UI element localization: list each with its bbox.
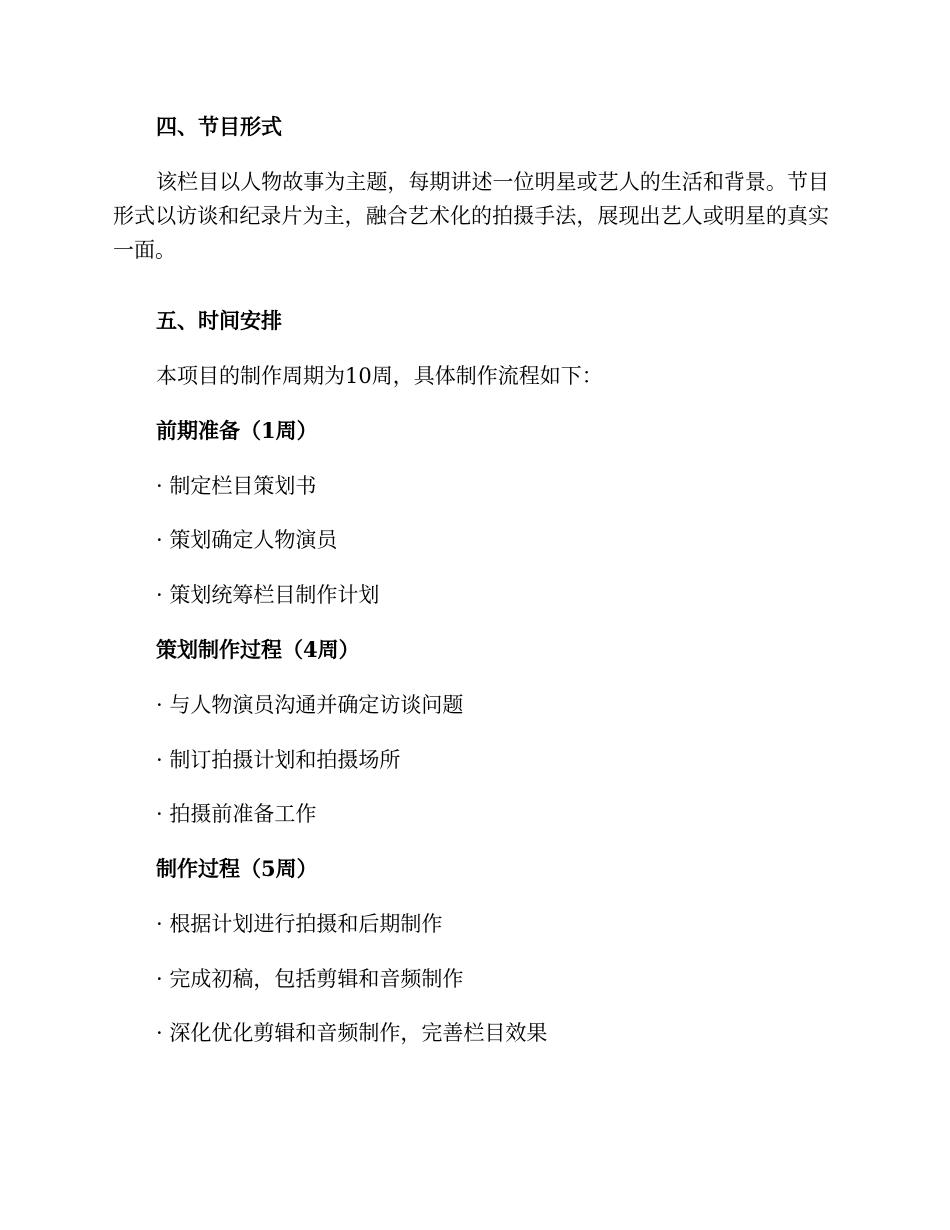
phase-title-planning-production: 策划制作过程（4周） [156, 637, 360, 662]
section-heading-program-format: 四、节目形式 [156, 114, 282, 139]
list-item: · 拍摄前准备工作 [156, 802, 317, 826]
program-format-paragraph: 该栏目以人物故事为主题，每期讲述一位明星或艺人的生活和背景。节目形式以访谈和纪录片为主，融合艺术化的拍摄手法，展现出艺人或明星的真实一面。 [113, 170, 829, 262]
list-item: · 策划确定人物演员 [156, 528, 338, 552]
schedule-intro: 本项目的制作周期为10周，具体制作流程如下： [156, 364, 603, 388]
section-heading-schedule: 五、时间安排 [156, 308, 282, 333]
list-item: · 制定栏目策划书 [156, 474, 317, 498]
list-item: · 策划统筹栏目制作计划 [156, 583, 380, 607]
list-item: · 深化优化剪辑和音频制作，完善栏目效果 [156, 1021, 548, 1045]
list-item: · 制订拍摄计划和拍摄场所 [156, 748, 401, 772]
list-item: · 完成初稿，包括剪辑和音频制作 [156, 967, 464, 991]
list-item: · 与人物演员沟通并确定访谈问题 [156, 693, 464, 717]
phase-title-preparation: 前期准备（1周） [156, 418, 318, 443]
phase-title-production: 制作过程（5周） [156, 856, 318, 881]
list-item: · 根据计划进行拍摄和后期制作 [156, 912, 443, 936]
